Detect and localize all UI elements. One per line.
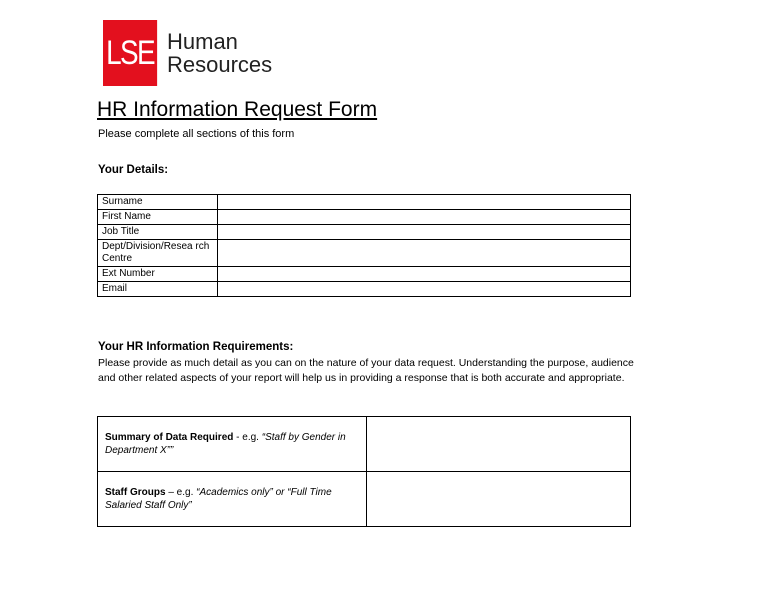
field-label: First Name <box>98 210 218 225</box>
logo-wordmark <box>167 30 272 76</box>
table-row <box>98 472 631 527</box>
first-name-field[interactable] <box>218 210 631 225</box>
staff-groups-label-title: Staff Groups <box>105 487 166 498</box>
ext-number-field[interactable] <box>218 267 631 282</box>
field-label: Ext Number <box>98 267 218 282</box>
summary-label-example: “Staff by Gender in Department X”” <box>105 432 346 456</box>
logo-line-2: Resources <box>167 52 273 77</box>
logo-line-1: Human <box>167 29 238 54</box>
summary-of-data-field[interactable] <box>367 417 631 472</box>
surname-field[interactable] <box>218 195 631 210</box>
staff-groups-label <box>98 472 367 527</box>
job-title-field[interactable] <box>218 225 631 240</box>
lse-logo-mark: LSE <box>103 20 157 86</box>
your-details-heading: Your Details: <box>98 164 169 176</box>
department-field[interactable] <box>218 240 631 267</box>
staff-groups-label-sep: – e.g. <box>165 487 197 498</box>
table-row <box>98 195 631 210</box>
lse-hr-logo <box>103 20 274 86</box>
staff-groups-label-example: “Academics only” or “Full Time Salaried Staff Only” <box>105 487 332 511</box>
email-field[interactable] <box>218 282 631 297</box>
field-label: Email <box>98 282 218 297</box>
field-label: Surname <box>98 195 218 210</box>
table-row <box>98 282 631 297</box>
requirements-intro: Please provide as much detail as you can on the nature of your data request. Understanding the purpose, audience and other related aspects of your report will help us in providing a response that is both accurate and appropriate. <box>98 357 634 384</box>
form-title: HR Information Request Form <box>97 98 378 121</box>
table-row <box>98 210 631 225</box>
your-details-table <box>97 194 631 297</box>
table-row <box>98 267 631 282</box>
table-row <box>98 417 631 472</box>
requirements-table <box>97 416 631 527</box>
summary-label-sep: - e.g. <box>233 432 262 443</box>
field-label: Dept/Division/Resea rch Centre <box>98 240 218 267</box>
form-subtitle: Please complete all sections of this form <box>98 128 295 140</box>
summary-label <box>98 417 367 472</box>
requirements-heading: Your HR Information Requirements: <box>98 341 294 353</box>
field-label: Job Title <box>98 225 218 240</box>
summary-label-title: Summary of Data Required <box>105 432 234 443</box>
table-row <box>98 225 631 240</box>
staff-groups-field[interactable] <box>367 472 631 527</box>
table-row <box>98 240 631 267</box>
